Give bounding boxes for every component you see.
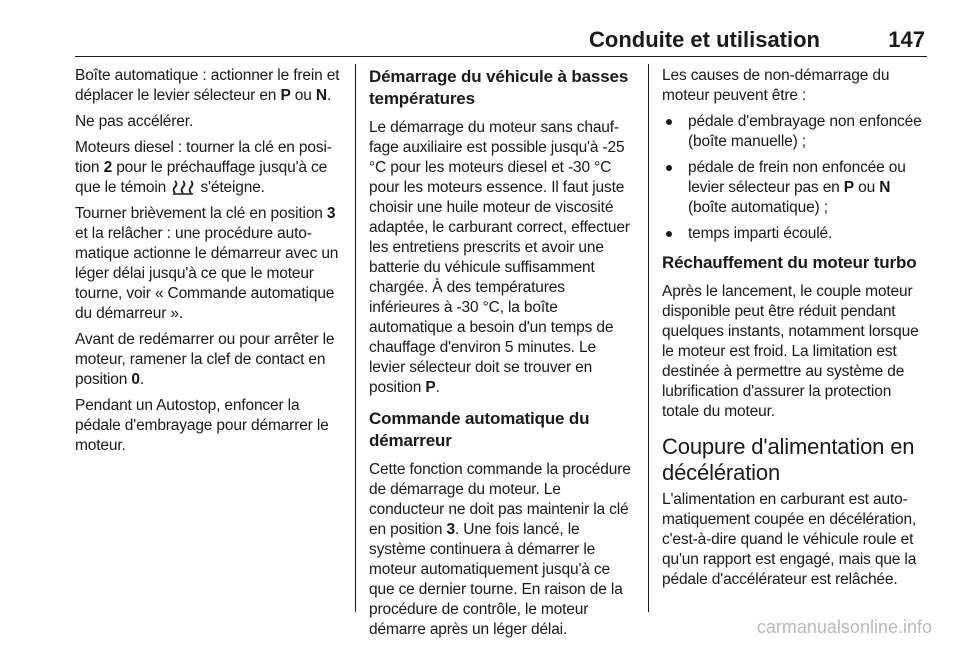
heading-fuel-cutoff: Coupure d'alimentation en décélération — [662, 434, 915, 485]
heading-low-temp-start: Démarrage du véhicule à basses températures — [369, 67, 629, 108]
column-middle — [369, 66, 633, 646]
paragraph-fuel-cutoff: L'alimentation en carburant est automatiquement coupée en décélération, c'est-à-dire quand le véhicule roule et qu'un rapport est engagé, mais que la pédale d'accélérateur est relâchée. — [662, 491, 917, 588]
page-header-title: Conduite et utilisation — [589, 27, 820, 52]
column-right — [662, 66, 930, 596]
list-item: pédale de frein non enfoncée ou levier sélecteur pas en P ou N (boîte automatique) ; — [662, 158, 930, 218]
paragraph-no-accelerate: Ne pas accélérer. — [75, 113, 194, 130]
paragraph-start-key: Tourner brièvement la clé en position 3 et la relâcher : une procédure automatique actionne le démarreur avec un léger délai jusqu'à ce que le moteur tourne, voir « Commande automatique du démarreur ». — [75, 205, 339, 322]
column-divider-right — [648, 64, 649, 612]
column-left — [75, 66, 343, 462]
glow-plug-indicator-icon — [172, 179, 194, 195]
paragraph-diesel-preheat: Moteurs diesel : tourner la clé en position 2 pour le préchauffage jusqu'à ce que le témoin s'éteigne. — [75, 139, 332, 196]
paragraph-low-temp: Le démarrage du moteur sans chauffage auxiliaire est possible jusqu'à -25 °C pour les moteurs diesel et -30 °C pour les moteurs essence. Il faut juste choisir une huile moteur de viscosité adaptée, le carburant correct, effectuer les entretiens prescrits et avoir une batterie du véhicule suffisamment chargée. À des températures inférieures à -30 °C, la boîte automatique a besoin d'un temps de chauffage d'environ 5 minutes. Le levier sélecteur doit se trouver en position P. — [369, 119, 630, 396]
watermark: carmanualsonline.info — [756, 617, 932, 637]
heading-turbo-warmup: Réchauffement du moteur turbo — [662, 253, 917, 272]
column-divider-left — [355, 64, 356, 612]
bullet-list-causes — [662, 112, 930, 244]
heading-auto-starter: Commande automatique du démarreur — [369, 409, 590, 450]
paragraph-auto-starter: Cette fonction commande la procédure de démarrage du moteur. Le conducteur ne doit pas maintenir la clé en position 3. Une fois lancé, le système continuera à démarrer le moteur automatiquement jusqu'à ce que ce dernier tourne. En raison de la procédure de contrôle, le moteur démarre après un léger délai. — [369, 461, 631, 638]
paragraph-turbo-warmup: Après le lancement, le couple moteur disponible peut être réduit pendant quelques instants, notamment lorsque le moteur est froid. La limitation est destinée à permettre au système de lubrification d'assurer la protection totale du moteur. — [662, 283, 919, 420]
paragraph-autostop: Pendant un Autostop, enfoncer la pédale d'embrayage pour démarrer le moteur. — [75, 397, 329, 454]
list-item: temps imparti écoulé. — [662, 224, 930, 244]
paragraph-automatic-gearbox: Boîte automatique : actionner le frein et déplacer le levier sélecteur en P ou N. — [75, 67, 340, 104]
header-rule — [75, 56, 927, 57]
paragraph-no-start-causes: Les causes de non-démarrage du moteur peuvent être : — [662, 67, 890, 104]
list-item: pédale d'embrayage non enfoncée (boîte manuelle) ; — [662, 112, 930, 152]
page-number: 147 — [888, 27, 925, 52]
paragraph-restart: Avant de redémarrer ou pour arrêter le moteur, ramener la clef de contact en position 0. — [75, 331, 335, 388]
